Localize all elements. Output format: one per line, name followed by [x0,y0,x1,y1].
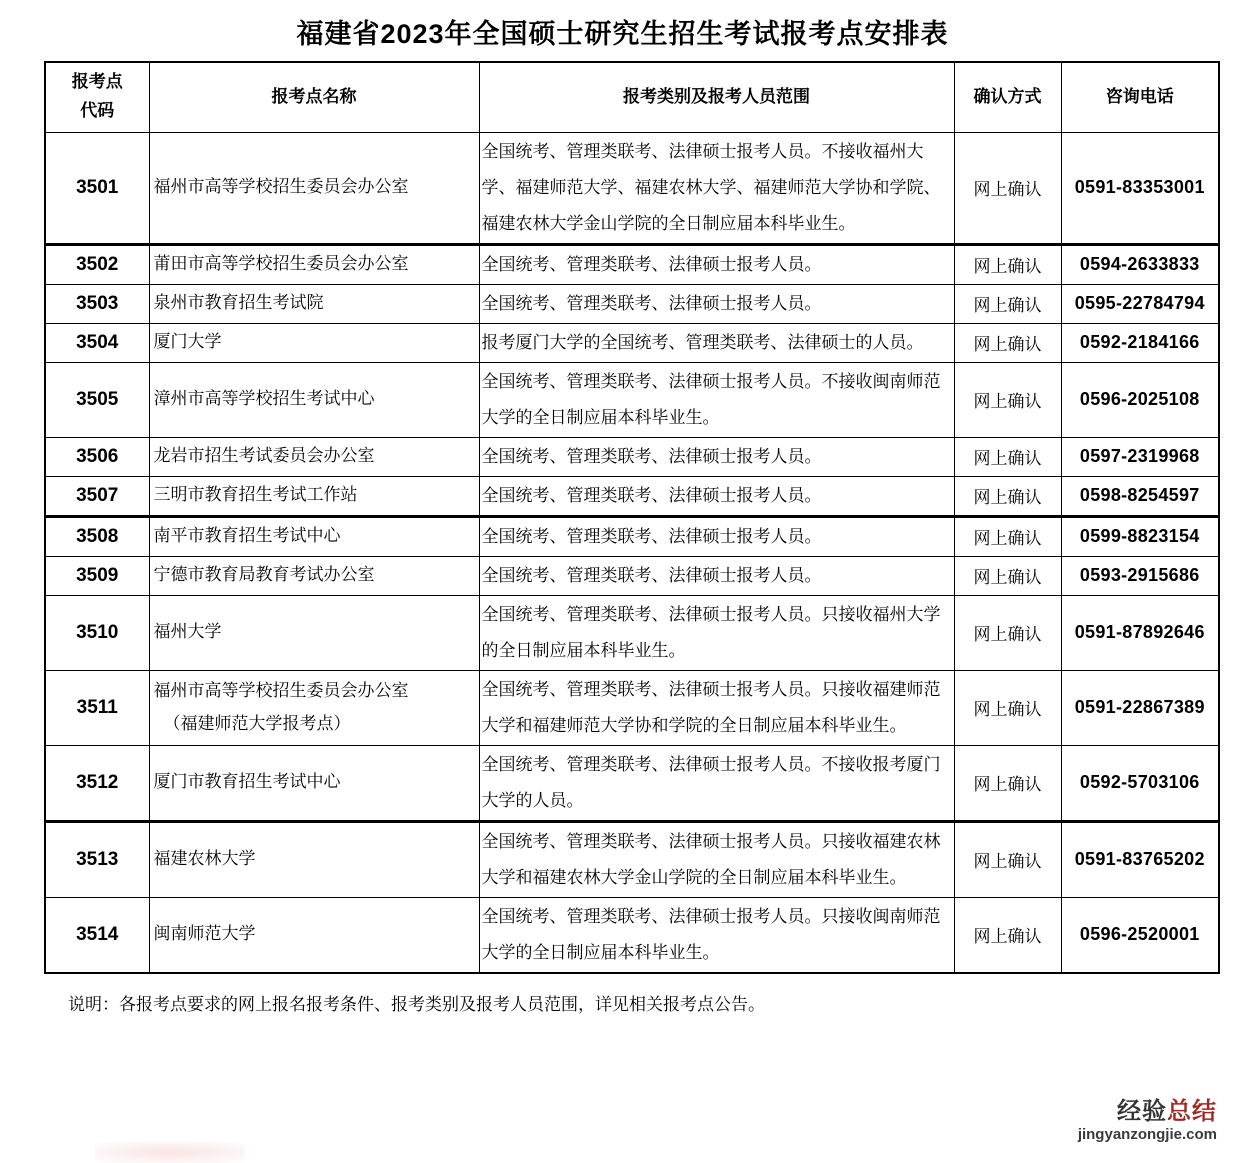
name-cell [149,595,479,670]
header-name: 报考点名称 [149,62,479,132]
name-line1: 厦门大学 [153,332,222,352]
table-row [45,362,1219,437]
watermark-url: jingyanzongjie.com [1077,1125,1217,1143]
code-cell: 3507 [45,476,149,516]
scope-cell: 全国统考、管理类联考、法律硕士报考人员。不接收报考厦门大学的人员。 [479,745,954,821]
name-line1: 三明市教育招生考试工作站 [153,485,358,505]
scope-cell: 全国统考、管理类联考、法律硕士报考人员。 [479,284,954,323]
table-row [45,323,1219,362]
scope-cell: 全国统考、管理类联考、法律硕士报考人员。不接收闽南师范大学的全日制应届本科毕业生。 [479,362,954,437]
scope-cell: 全国统考、管理类联考、法律硕士报考人员。 [479,516,954,556]
header-code-line1: 报考点 [71,72,123,92]
table-row [45,476,1219,516]
phone-cell: 0595-22784794 [1061,284,1219,323]
name-line1: 南平市教育招生考试中心 [153,526,341,546]
watermark-brand [1078,1098,1217,1126]
confirm-cell: 网上确认 [954,132,1061,244]
confirm-cell: 网上确认 [954,516,1061,556]
name-cell [149,244,479,284]
name-cell [149,897,479,973]
code-cell: 3506 [45,437,149,476]
confirm-cell: 网上确认 [954,244,1061,284]
phone-cell: 0596-2025108 [1061,362,1219,437]
phone-cell: 0591-87892646 [1061,595,1219,670]
code-cell: 3504 [45,323,149,362]
name-cell [149,132,479,244]
table-row [45,595,1219,670]
name-cell [149,516,479,556]
watermark-brand-red: 总结 [1167,1098,1217,1125]
name-line1: 莆田市高等学校招生委员会办公室 [153,254,409,274]
phone-cell: 0591-83353001 [1061,132,1219,244]
phone-cell: 0591-83765202 [1061,821,1219,897]
scope-cell: 全国统考、管理类联考、法律硕士报考人员。 [479,556,954,595]
header-confirm: 确认方式 [954,62,1061,132]
name-line1: 福州市高等学校招生委员会办公室 [153,177,409,197]
table-row [45,745,1219,821]
name-line1: 龙岩市招生考试委员会办公室 [153,446,375,466]
scope-cell: 全国统考、管理类联考、法律硕士报考人员。 [479,476,954,516]
name-line1: 福州大学 [153,622,222,642]
scope-cell: 全国统考、管理类联考、法律硕士报考人员。只接收闽南师范大学的全日制应届本科毕业生。 [479,897,954,973]
phone-cell: 0592-5703106 [1061,745,1219,821]
name-line1: 宁德市教育局教育考试办公室 [153,565,375,585]
code-cell: 3511 [45,670,149,745]
confirm-cell: 网上确认 [954,362,1061,437]
code-cell: 3503 [45,284,149,323]
header-scope: 报考类别及报考人员范围 [479,62,954,132]
name-cell [149,284,479,323]
confirm-cell: 网上确认 [954,284,1061,323]
name-line2: （福建师范大学报考点） [163,713,351,733]
scope-cell: 全国统考、管理类联考、法律硕士报考人员。只接收福州大学的全日制应届本科毕业生。 [479,595,954,670]
phone-cell: 0593-2915686 [1061,556,1219,595]
name-cell [149,670,479,745]
phone-cell: 0592-2184166 [1061,323,1219,362]
name-cell [149,745,479,821]
table-row [45,556,1219,595]
name-line1: 闽南师范大学 [153,924,256,944]
table-row [45,670,1219,745]
code-cell: 3501 [45,132,149,244]
name-line1: 厦门市教育招生考试中心 [153,772,341,792]
confirm-cell: 网上确认 [954,897,1061,973]
name-cell [149,362,479,437]
table-row [45,821,1219,897]
confirm-cell: 网上确认 [954,745,1061,821]
name-cell [149,556,479,595]
code-cell: 3502 [45,244,149,284]
watermark [1078,1098,1217,1143]
confirm-cell: 网上确认 [954,476,1061,516]
code-cell: 3508 [45,516,149,556]
confirm-cell: 网上确认 [954,595,1061,670]
phone-cell: 0598-8254597 [1061,476,1219,516]
table-row [45,284,1219,323]
name-cell [149,323,479,362]
table-row [45,516,1219,556]
code-cell: 3514 [45,897,149,973]
header-code [45,62,149,132]
code-cell: 3513 [45,821,149,897]
scope-cell: 全国统考、管理类联考、法律硕士报考人员。 [479,437,954,476]
phone-cell: 0597-2319968 [1061,437,1219,476]
table-row [45,897,1219,973]
header-code-line2: 代码 [80,101,115,121]
name-line1: 泉州市教育招生考试院 [153,293,324,313]
phone-cell: 0599-8823154 [1061,516,1219,556]
phone-cell: 0594-2633833 [1061,244,1219,284]
note-text: 说明：各报考点要求的网上报名报考条件、报考类别及报考人员范围，详见相关报考点公告。 [68,994,765,1014]
name-line1: 福州市高等学校招生委员会办公室 [153,681,409,701]
confirm-cell: 网上确认 [954,670,1061,745]
confirm-cell: 网上确认 [954,437,1061,476]
scope-cell: 全国统考、管理类联考、法律硕士报考人员。 [479,244,954,284]
scope-cell: 报考厦门大学的全国统考、管理类联考、法律硕士的人员。 [479,323,954,362]
confirm-cell: 网上确认 [954,323,1061,362]
confirm-cell: 网上确认 [954,821,1061,897]
code-cell: 3510 [45,595,149,670]
code-cell: 3509 [45,556,149,595]
page-title: 福建省2023年全国硕士研究生招生考试报考点安排表 [296,19,949,49]
scope-cell: 全国统考、管理类联考、法律硕士报考人员。只接收福建师范大学和福建师范大学协和学院的全日制应届本科毕业生。 [479,670,954,745]
table-row [45,244,1219,284]
confirm-cell: 网上确认 [954,556,1061,595]
code-cell: 3505 [45,362,149,437]
scope-cell: 全国统考、管理类联考、法律硕士报考人员。只接收福建农林大学和福建农林大学金山学院的全日制应届本科毕业生。 [479,821,954,897]
registration-points-table [44,61,1220,974]
phone-cell: 0596-2520001 [1061,897,1219,973]
name-line1: 福建农林大学 [153,849,256,869]
code-cell: 3512 [45,745,149,821]
name-line1: 漳州市高等学校招生考试中心 [153,389,375,409]
header-phone: 咨询电话 [1061,62,1219,132]
scope-cell: 全国统考、管理类联考、法律硕士报考人员。不接收福州大学、福建师范大学、福建农林大学、福建师范大学协和学院、福建农林大学金山学院的全日制应届本科毕业生。 [479,132,954,244]
table-row [45,132,1219,244]
phone-cell: 0591-22867389 [1061,670,1219,745]
name-cell [149,821,479,897]
name-cell [149,437,479,476]
name-cell [149,476,479,516]
table-header-row [45,62,1219,132]
table-row [45,437,1219,476]
page-artifact-smudge [95,1142,245,1163]
watermark-brand-black: 经验 [1117,1098,1167,1125]
